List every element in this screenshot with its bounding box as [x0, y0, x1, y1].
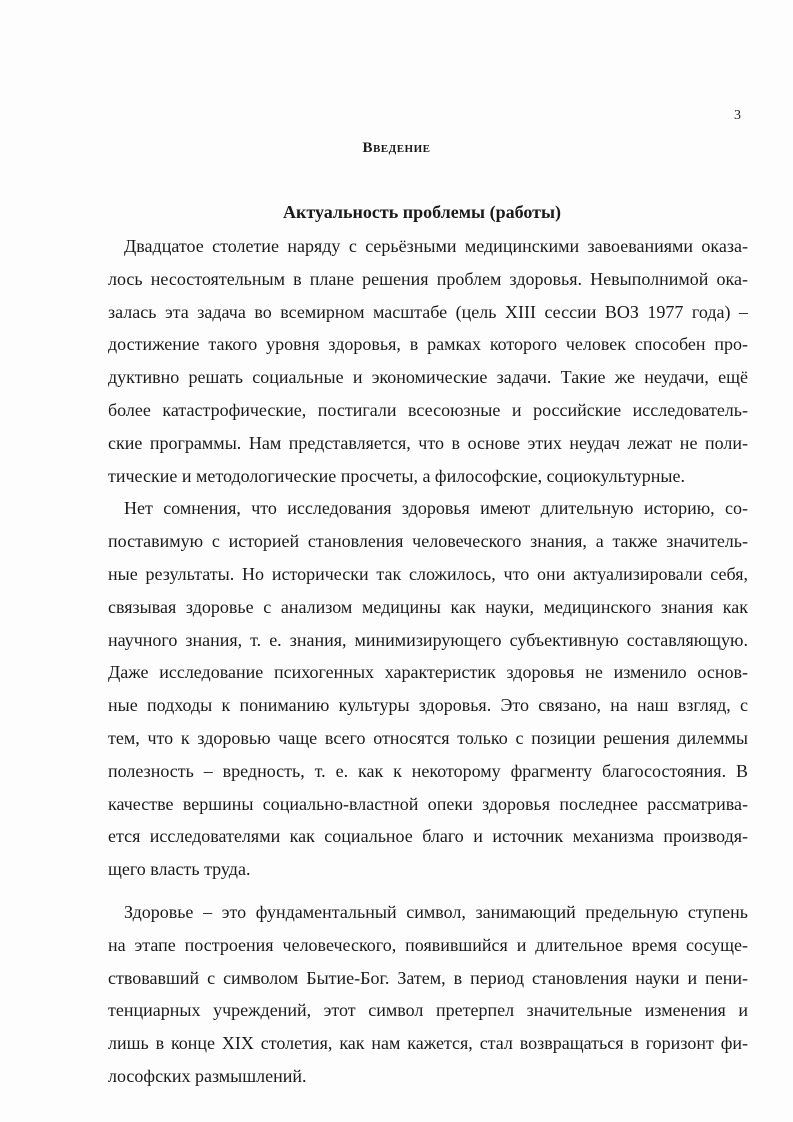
- text-line: достижение такого уровня здоровья, в рамках которого человек способен про-: [108, 334, 748, 355]
- text-line: ные подходы к пониманию культуры здоровья. Это связано, на наш взгляд, с: [108, 695, 748, 716]
- text-line: Здоровье – это фундаментальный символ, занимающий предельную ступень: [124, 901, 748, 922]
- text-line: залась эта задача во всемирном масштабе (цель XIII сессии ВОЗ 1977 года) –: [108, 301, 748, 322]
- page-number: 3: [734, 108, 741, 123]
- body-text: [108, 230, 748, 1093]
- text-line: на этапе построения человеческого, появившийся и длительное время сосуще-: [108, 934, 748, 955]
- paragraph: [108, 492, 748, 886]
- text-line: ствовавший с символом Бытие-Бог. Затем, в период становления науки и пени-: [108, 967, 748, 988]
- text-line: щего власть труда.: [108, 859, 251, 880]
- section-title: Введение: [362, 140, 431, 156]
- text-line: научного знания, т. е. знания, минимизирующего субъективную составляющую.: [108, 629, 748, 650]
- section-subtitle: Актуальность проблемы (работы): [283, 202, 561, 222]
- text-line: Даже исследование психогенных характеристик здоровья не изменило основ-: [108, 662, 748, 683]
- text-line: лософских размышлений.: [108, 1065, 307, 1086]
- text-line: ские программы. Нам представляется, что в основе этих неудач лежат не поли-: [108, 432, 748, 453]
- text-line: Нет сомнения, что исследования здоровья имеют длительную историю, со-: [124, 498, 748, 519]
- text-line: Двадцатое столетие наряду с серьёзными медицинскими завоеваниями оказа-: [124, 236, 748, 256]
- text-line: тем, что к здоровью чаще всего относятся только с позиции решения дилеммы: [108, 727, 748, 748]
- text-line: тенциарных учреждений, этот символ претерпел значительные изменения и: [108, 1000, 748, 1021]
- text-line: дуктивно решать социальные и экономические задачи. Такие же неудачи, ещё: [108, 367, 748, 388]
- text-line: ные результаты. Но исторически так сложилось, что они актуализировали себя,: [108, 563, 748, 584]
- paragraph: [108, 896, 748, 1093]
- text-line: ется исследователями как социальное благо и источник механизма производя-: [108, 826, 748, 847]
- text-line: поставимую с историей становления человеческого знания, а также значитель-: [108, 531, 748, 552]
- text-line: лишь в конце XIX столетия, как нам кажется, стал возвращаться в горизонт фи-: [108, 1033, 748, 1054]
- paragraph: [108, 230, 748, 492]
- text-line: тические и методологические просчеты, а философские, социокультурные.: [108, 465, 685, 486]
- text-line: более катастрофические, постигали всесоюзные и российские исследователь-: [108, 399, 748, 420]
- text-line: полезность – вредность, т. е. как к некоторому фрагменту благосостояния. В: [108, 760, 748, 781]
- text-line: качестве вершины социально-властной опеки здоровья последнее рассматрива-: [108, 793, 748, 814]
- text-line: лось несостоятельным в плане решения проблем здоровья. Невыполнимой ока-: [108, 268, 748, 289]
- text-line: связывая здоровье с анализом медицины как науки, медицинского знания как: [108, 596, 748, 617]
